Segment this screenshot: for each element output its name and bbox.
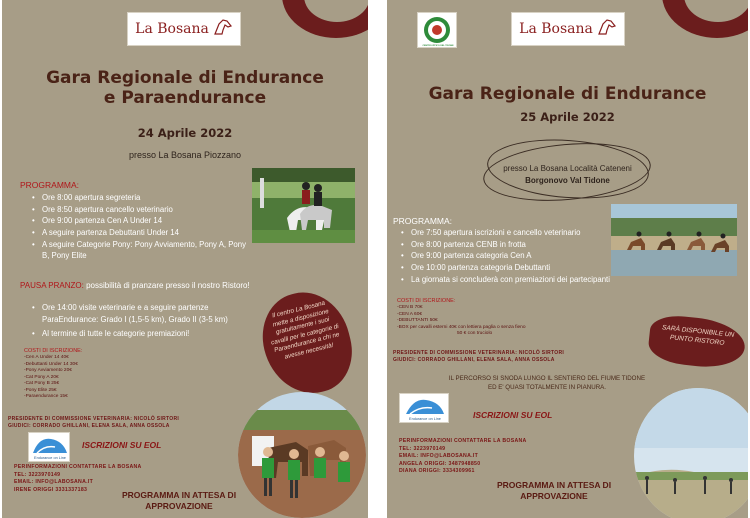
program-item: • Ore 14:00 visite veterinarie e a seguire partenze ParaEndurance: Grado I (1,5-5 km), Grado II (3-5 km) (32, 302, 262, 325)
iscrizioni-eol: ISCRIZIONI SU EOL (82, 440, 162, 450)
poster-left (2, 0, 368, 518)
horse-head-icon (597, 18, 617, 41)
program-item: • A seguire Categorie Pony: Pony Avviamento, Pony A, Pony B, Pony Elite (32, 239, 252, 262)
contact-line: IRENE ORIGGI 3331337183 (14, 486, 88, 493)
ristoro-notice (647, 313, 747, 371)
commission-judges: GIUDICI: CORRADO GHILLANI, ELENA SALA, ANNA OSSOLA (393, 357, 555, 363)
program-item: • Al termine di tutte le categorie premiazioni! (32, 328, 262, 340)
location-line-1: presso La Bosana Località Cateneni (503, 164, 632, 173)
event-title (2, 68, 368, 109)
cost-item: 50 € con truciolo (457, 331, 493, 337)
riders-river-photo (611, 204, 737, 276)
logo-text: La Bosana (519, 21, 593, 37)
cost-item: -Pony Elite 25€ (24, 387, 57, 393)
cost-item: -Debuttanti Under 14 30€ (24, 361, 78, 367)
program-item: • Ore 8:00 apertura segreteria (32, 192, 252, 204)
course-landscape-photo (634, 388, 748, 518)
program-list-2 (32, 302, 262, 340)
costs-title: COSTI DI ISCRIZIONE: (24, 348, 83, 354)
contact-line: EMAIL: INFO@LABOSANA.IT (399, 453, 479, 460)
cost-item: -Pony Avviamento 20€ (24, 368, 72, 374)
pausa-pranzo (20, 281, 250, 290)
horse-head-icon (213, 18, 233, 41)
approval-notice (104, 490, 254, 512)
contact-line: DIANA ORIGGI: 3334309961 (399, 468, 475, 475)
program-item: • Ore 9:00 partenza Cen A Under 14 (32, 215, 252, 227)
riders-photo (252, 168, 355, 243)
programma-label: PROGRAMMA: (393, 216, 453, 226)
attesa-line-2: APPROVAZIONE (145, 501, 213, 512)
program-list (401, 227, 641, 285)
programma-label: PROGRAMMA: (20, 180, 80, 190)
contact-line: PERINFORMAZIONI CONTATTARE LA BOSANA (14, 464, 142, 470)
program-list (32, 192, 252, 262)
cost-item: -BOX per cavalli esterni 40€ con lettiera paglia o senza fieno (397, 324, 526, 330)
logo-text: La Bosana (135, 21, 209, 37)
poster-right (387, 0, 748, 518)
title-line-1: Gara Regionale di Endurance (46, 68, 324, 88)
cost-item: -Paraendurance 15€ (24, 394, 68, 400)
route-line-2: ED E' QUASI TOTALMENTE IN PIANURA. (487, 384, 607, 392)
cost-item: -CEN B 70€ (397, 305, 423, 311)
endurance-on-line-logo (28, 432, 70, 462)
pausa-label: PAUSA PRANZO: (20, 281, 84, 290)
program-item: • Ore 10:00 partenza categoria Debuttanti (401, 262, 641, 274)
commission-info (8, 416, 258, 430)
ristoro-text: SARÀ DISPONIBILE UN PUNTO RISTORO (661, 324, 735, 347)
cost-item: -CEN A 60€ (397, 311, 423, 317)
program-item: • Ore 9:00 partenza categoria Cen A (401, 250, 641, 262)
badge-text: CENTRO IPPICO DEL TIDONE (422, 45, 454, 47)
program-item: • Ore 7:50 apertura iscrizioni e cancello veterinario (401, 227, 641, 239)
centro-ippico-badge (417, 12, 457, 48)
contact-line: TEL: 3223970149 (399, 445, 446, 452)
event-location: presso La Bosana Piozzano (128, 150, 242, 160)
contact-line: PERINFORMAZIONI CONTATTARE LA BOSANA (399, 438, 527, 444)
route-line-1: IL PERCORSO SI SNODA LUNGO IL SENTIERO DEL FIUME TIDONE (448, 375, 646, 382)
contact-line: EMAIL: INFO@LABOSANA.IT (14, 479, 94, 486)
event-location (387, 163, 748, 188)
la-bosana-logo (511, 12, 625, 46)
attesa-line-1: PROGRAMMA IN ATTESA DI (121, 490, 237, 500)
program-item: • Ore 8:50 apertura cancello veterinario (32, 204, 252, 216)
costs-list (24, 348, 82, 401)
free-horses-text: Il centro La Bosana mette a disposizione gratuitamente i suoi cavalli per le categorie di Paraendurance a chi ne avesse necessità! (270, 299, 341, 361)
endurance-on-line-logo (399, 393, 449, 423)
contact-line: TEL: 3223970149 (14, 471, 61, 478)
iscrizioni-eol: ISCRIZIONI SU EOL (473, 410, 553, 420)
pausa-text: possibilità di pranzare presso il nostro Ristoro! (83, 281, 250, 290)
commission-judges: GIUDICI: CORRADO GHILLANI, ELENA SALA, ANNA OSSOLA (8, 423, 170, 429)
costs-title: COSTI DI ISCRIZIONE: (397, 298, 456, 304)
children-ponies-photo (238, 392, 366, 518)
commission-info (393, 350, 643, 364)
attesa-line-1: PROGRAMMA IN ATTESA DI (496, 480, 612, 490)
program-item: • A seguire partenza Debuttanti Under 14 (32, 227, 252, 239)
route-info (447, 374, 647, 393)
cost-item: -Cat Pony A 20€ (24, 374, 59, 380)
eol-text: Endurance on Line (34, 456, 66, 460)
cost-item: -DEBUTTANTI 50€ (397, 318, 438, 324)
event-date: 24 Aprile 2022 (137, 126, 233, 140)
program-item: • Ore 8:00 partenza CENB in frotta (401, 239, 641, 251)
program-item: • La giornata si concluderà con premiazioni dei partecipanti (401, 274, 641, 286)
contact-line: ANGELA ORIGGI: 3487948850 (399, 460, 481, 467)
event-title: Gara Regionale di Endurance (428, 84, 707, 104)
commission-president: PRESIDENTE DI COMMISSIONE VETERINARIA: NICOLÒ SIRTORI (393, 350, 565, 356)
cost-item: -Cat Pony B 25€ (24, 381, 60, 387)
la-bosana-logo (127, 12, 241, 46)
event-date: 25 Aprile 2022 (520, 110, 615, 124)
cost-item: -Cen A Under 14 40€ (24, 355, 69, 361)
contact-info (399, 438, 527, 476)
approval-notice (479, 480, 629, 502)
costs-list (397, 298, 526, 338)
location-line-2: Borgonovo Val Tidone (525, 176, 610, 186)
title-line-2: e Paraendurance (103, 88, 267, 109)
attesa-line-2: APPROVAZIONE (520, 491, 588, 502)
commission-president: PRESIDENTE DI COMMISSIONE VETERINARIA: NICOLÒ SIRTORI (8, 416, 180, 422)
eol-text: Endurance on Line (409, 417, 441, 421)
free-horses-notice (253, 283, 361, 403)
